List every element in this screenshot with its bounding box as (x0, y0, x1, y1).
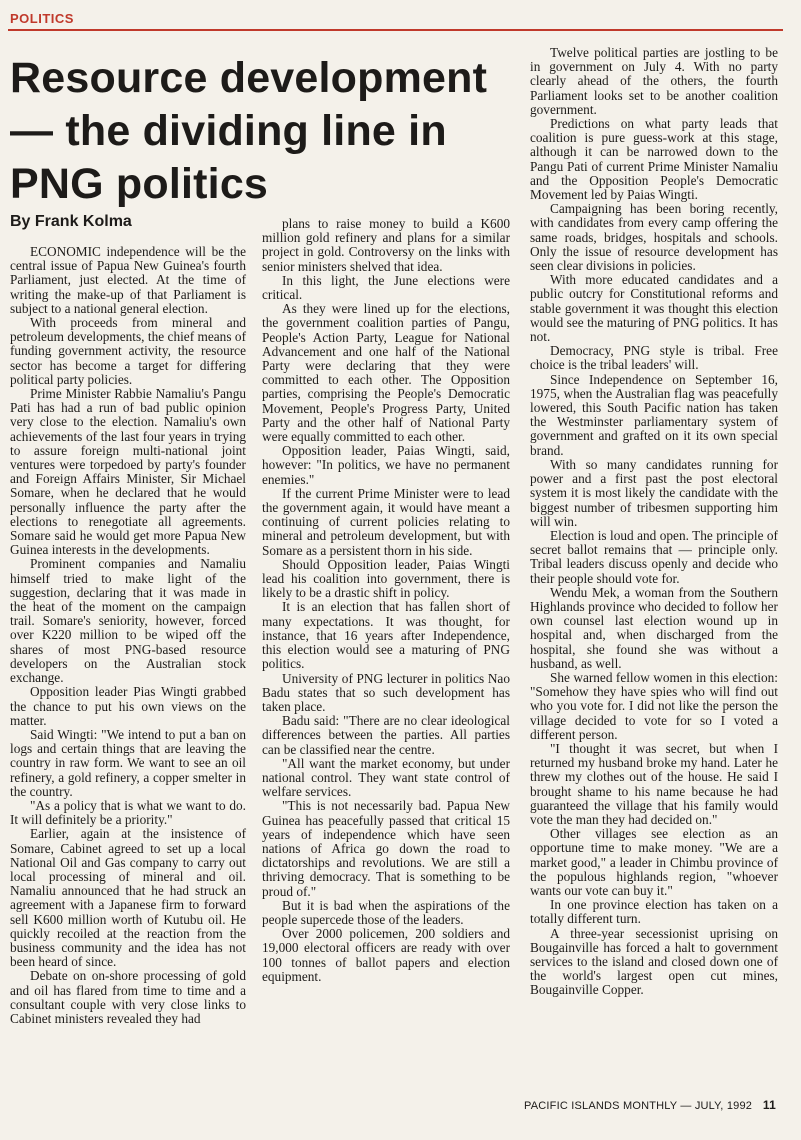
paragraph: Over 2000 policemen, 200 soldiers and 19,000 electoral officers are ready with over 100 tonnes of ballot papers and election equipment. (262, 926, 510, 984)
paragraph: "All want the market economy, but under national control. They want state control of welfare services. (262, 755, 510, 800)
section-label: POLITICS (10, 11, 74, 26)
paragraph: A three-year secessionist uprising on Bougainville has forced a halt to government services to the island and closed down one of the world's largest open cut mines, Bougainville Copper. (530, 925, 778, 998)
text-column-3 (530, 46, 778, 998)
paragraph: University of PNG lecturer in politics Nao Badu states that so such development has taken place. (262, 670, 510, 714)
page-footer (524, 1098, 776, 1112)
paragraph: Prominent companies and Namaliu himself tried to make light of the suggestion, declaring that it was made in the heat of the moment on the campaign trail. Somare's seniority, however, forced over K220 million to be wiped off the shares of most PNG-based resource developers on the Australian stock exchange. (10, 556, 246, 686)
paragraph: "I thought it was secret, but when I returned my husband broke my hand. Later he threw my clothes out of the house. He said I brought shame to his name because he had guaranteed the village that his family would vote the man they had decided on." (530, 740, 778, 827)
paragraph: Earlier, again at the insistence of Somare, Cabinet agreed to set up a local National Oil and Gas company to carry out local processing of mineral and oil. Namaliu announced that he had struck an agreement with a Japanese firm to forward sell K600 million worth of Kutubu oil. He quickly recoiled at the reaction from the business community and the idea has not been heard of since. (10, 826, 246, 970)
publication-line: PACIFIC ISLANDS MONTHLY — JULY, 1992 (524, 1100, 753, 1112)
paragraph: plans to raise money to build a K600 million gold refinery and plans for a similar project in gold. Controversy on the links with senior ministers shelved that idea. (262, 216, 510, 274)
paragraph: ECONOMIC independence will be the central issue of Papua New Guinea's fourth Parliament, just elected. At the time of writing the make-up of that Parliament is subject to a national general election. (10, 244, 246, 316)
paragraph: Opposition leader Pias Wingti grabbed the chance to put his own views on the matter. (10, 684, 246, 728)
paragraph: In one province election has taken on a totally different turn. (530, 897, 778, 927)
paragraph: Badu said: "There are no clear ideological differences between the parties. All parties can be classified near the centre. (262, 713, 510, 757)
paragraph: Should Opposition leader, Paias Wingti lead his coalition into government, there is likely to be a drastic shift in policy. (262, 556, 510, 601)
paragraph: Campaigning has been boring recently, with candidates from every camp offering the same roads, bridges, hospitals and schools. Only the issue of resource development has seen clear divisions in policies. (530, 201, 778, 274)
section-rule (8, 29, 783, 31)
paragraph: Wendu Mek, a woman from the Southern Highlands province who decided to follow her own counsel last election wound up in hospital and, when discharged from the hospital, she found she was without a husband, as well. (530, 584, 778, 671)
text-column-2 (262, 217, 510, 984)
paragraph: As they were lined up for the elections, the government coalition parties of Pangu, People's Action Party, League for National Advancement and one half of the National Party were declaring that they were committed to each other. The Opposition parties, comprising the People's Democratic Movement, People's Progress Party, United Party and the other half of National Party were equally committed to each other. (262, 301, 510, 445)
paragraph: With more educated candidates and a public outcry for Constitutional reforms and stable government it was thought this election would see the maturing of PNG politics. It has not. (530, 272, 778, 345)
paragraph: If the current Prime Minister were to lead the government again, it would have meant a continuing of current policies relating to mineral and petroleum development, but with Somare as a persistent thorn in his side. (262, 485, 510, 558)
paragraph: But it is bad when the aspirations of the people supercede those of the leaders. (262, 897, 510, 927)
paragraph: Predictions on what party leads that coalition is pure guess-work at this stage, although it can be narrowed down to the Pangu Pati of current Prime Minister Namaliu and the Opposition People's Democratic Movement led by Paias Wingti. (530, 116, 778, 203)
paragraph: Said Wingti: "We intend to put a ban on logs and certain things that are leaving the country in raw form. We want to see an oil refinery, a gold refinery, a copper smelter in the country. (10, 726, 246, 799)
paragraph: In this light, the June elections were critical. (262, 272, 510, 303)
paragraph: Twelve political parties are jostling to be in government on July 4. With no party clearly ahead of the others, the fourth Parliament looks set to be another coalition government. (530, 45, 778, 117)
paragraph: Debate on on-shore processing of gold and oil has flared from time to time and a consultant couple with very close links to Cabinet ministers revealed they had (10, 968, 246, 1026)
paragraph: Election is loud and open. The principle of secret ballot remains that — principle only. Tribal leaders discuss openly and decide who their people should vote for. (530, 527, 778, 586)
paragraph: Democracy, PNG style is tribal. Free choice is the tribal leaders' will. (530, 343, 778, 373)
paragraph: She warned fellow women in this election: "Somehow they have spies who will find out who you vote for. I did not like the person the village decided to vote for so I voted a different person. (530, 669, 778, 742)
paragraph: Opposition leader, Paias Wingti, said, however: "In politics, we have no permanent enemies." (262, 443, 510, 487)
paragraph: With so many candidates running for power and a first past the post electoral system it is most likely the candidate with the biggest number of tribesmen supporting him will win. (530, 456, 778, 529)
page-number: 11 (762, 1098, 776, 1112)
text-column-1 (10, 245, 246, 1026)
paragraph: Prime Minister Rabbie Namaliu's Pangu Pati has had a run of bad public opinion very close to the election. Namaliu's own achievements of the last four years in trying to assure foreign multi-national joint ventures were torpedoed by party's founder and Foreign Affairs Minister, Sir Michael Somare, when he declared that he would personally influence the party after the elections to renegotiate all agreements. Somare said he would get more Papua New Guinea interests in the developments. (10, 386, 246, 558)
byline: By Frank Kolma (10, 213, 132, 230)
article-headline: Resource development — the dividing line in PNG politics (10, 54, 488, 208)
paragraph: "As a policy that is what we want to do. It will definitely be a priority." (10, 797, 246, 828)
paragraph: With proceeds from mineral and petroleum developments, the chief means of funding government activity, the resource sector has become a target for differing political party policies. (10, 315, 246, 387)
paragraph: Since Independence on September 16, 1975, when the Australian flag was peacefully lowered, this South Pacific nation has taken the Westminster parliamentary system of government and grafted on it its own special brand. (530, 371, 778, 458)
paragraph: Other villages see election as an opportune time to make money. "We are a market good," a leader in Chimbu province of the populous highlands region, "whoever wants our vote can buy it." (530, 826, 778, 898)
paragraph: It is an election that has fallen short of many expectations. It was thought, for instance, that 16 years after Independence, this election would see a maturing of PNG politics. (262, 599, 510, 672)
paragraph: "This is not necessarily bad. Papua New Guinea has peacefully passed that critical 15 years of independence which have seen nations of Africa go down the road to dictatorships and revolutions. We are still a thriving democracy. That is something to be proud of." (262, 798, 510, 899)
